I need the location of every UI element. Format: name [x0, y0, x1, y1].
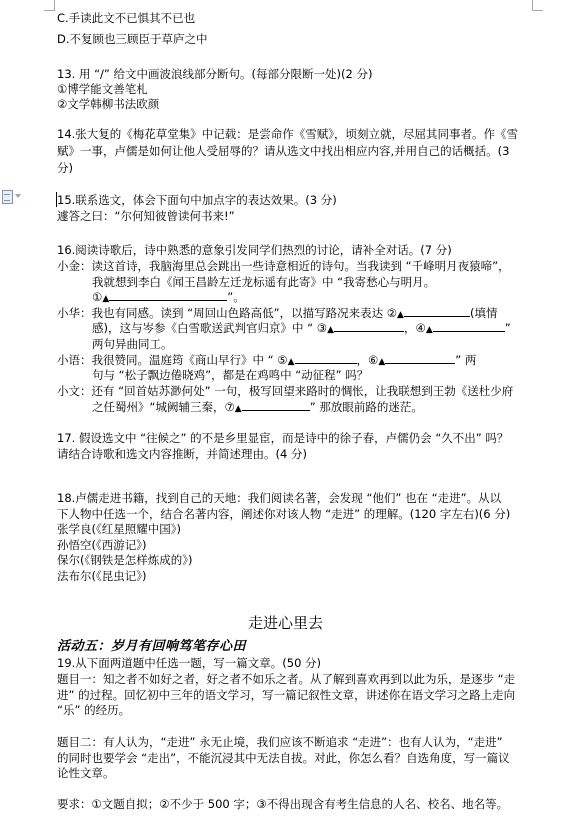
q13-stem: 13. 用 “/” 给文中画波浪线部分断句。(每部分限断一处)(2 分): [57, 67, 373, 81]
q16-line-5: 感)，这与岑参《白雪歌送武判官归京》中 “ ③▲ ，④▲ ”: [92, 321, 511, 335]
q18-line-1: 18.卢儒走进书籍，找到自己的天地：我们阅读名著，会发现 “他们” 也在 “走进”。从以: [57, 491, 502, 505]
section-title: 走进心里去: [247, 614, 323, 632]
q19-topic1-line-3: “乐” 的经历。: [57, 703, 131, 717]
q16-line-10: 之任蜀州》“城阙辅三秦，⑦▲ ” 那放眼前路的迷茫。: [92, 400, 423, 414]
q19-topic1-line-1: 题目一：知之者不如好之者，好之者不如乐之者。从了解到喜欢再到以此为乐，是逐步 “走: [57, 672, 516, 686]
q15-line-1: 15.联系选文，体会下面句中加点字的表达效果。(3 分): [57, 193, 337, 207]
activity-heading: 活动五：岁月有回响笃笔存心田: [57, 639, 247, 654]
document-icon: [2, 190, 13, 204]
q16-line-4: 小华：我也有同感。读到 “周回山色路高低”，以描写路况来表达 ②▲ (填情: [57, 306, 498, 320]
q19-stem: 19.从下面两道题中任选一题，写一篇文章。(50 分): [57, 656, 322, 670]
q14-line-2: 赋》一事，卢儒是如何让他人受屈辱的？请从选文中找出相应内容,并用自己的话概括。(3: [57, 144, 510, 158]
q19-topic2-line-1: 题目二：有人认为，“走进” 永无止境，我们应该不断追求 “走进”：也有人认为，“走进”: [57, 735, 503, 749]
q16-line-6: 两句异曲同工。: [92, 337, 173, 351]
q16-line-8: 句与 “松子飘边倦晓鸡”，都是在鸡鸣中 “动征程” 吗？: [92, 368, 369, 382]
crop-mark-left: [44, 0, 55, 11]
q16-line-7: 小语：我很赞同。温庭筠《商山早行》中 “ ⑤▲ ，⑥▲ ” 两: [57, 353, 477, 367]
q16-line-1: 小金：读这首诗，我脑海里总会跳出一些诗意相近的诗句。当我读到 “千峰明月夜猿啼”，: [57, 259, 510, 273]
q18-line-2: 下人物中任选一个，结合名著内容，阐述你对该人物 “走进” 的理解。(120 字左右)(6 分): [57, 507, 511, 521]
q15-line-2: 遽答之曰：“尔何知彼曾读何书来!”: [57, 209, 235, 223]
q14-line-3: 分): [57, 161, 73, 175]
q18-item: 法布尔(《昆虫记》): [57, 569, 147, 583]
crop-mark-right: [532, 0, 543, 11]
paste-options-icon[interactable]: [0, 190, 22, 206]
dropdown-arrow-icon: [15, 194, 21, 198]
q13-item-2: ②文学韩柳书法欧颜: [57, 97, 160, 111]
q16-line-3: ①▲ ”。: [92, 290, 245, 304]
q19-topic1-line-2: 进” 的过程。回忆初中三年的语文学习，写一篇记叙性文章，讲述你在语文学习之路上走向: [57, 688, 516, 702]
q16-stem: 16.阅读诗歌后，诗中熟悉的意象引发同学们热烈的讨论，请补全对话。(7 分): [57, 243, 452, 257]
q16-line-2: 我就想到李白《闻王昌龄左迁龙标遥有此寄》中 “我寄愁心与明月。: [92, 275, 436, 289]
q12-option-d: D.不复顾也三顾臣于草庐之中: [57, 32, 208, 46]
q19-topic2-line-2: 的同时也要学会 “走出”，不能沉浸其中无法自拔。对此，你怎么看？自选角度，写一篇议: [57, 751, 510, 765]
q17-line-1: 17. 假设选文中 “往候之” 的不是乡里显宦，而是诗中的徐子春，卢儒仍会 “久不出” 吗？: [57, 431, 509, 445]
q13-item-1: ①博学能文善笔札: [57, 82, 148, 96]
q17-line-2: 请结合诗歌和选文内容推断，并简述理由。(4 分): [57, 447, 307, 461]
q18-item: 孙悟空(《西游记》): [57, 538, 147, 552]
q18-item: 张学良(《红星照耀中国》): [57, 522, 181, 536]
q18-item: 保尔(《钢铁是怎样炼成的》): [57, 553, 193, 567]
q14-line-1: 14.张大复的《梅花草堂集》中记载：是尝命作《雪赋》，顷刻立就，尽屈其同事者。作《雪: [57, 127, 519, 141]
q19-topic2-line-3: 论性文章。: [57, 766, 115, 780]
q16-line-9: 小文：还有 “回首姑苏渺何处” 一句，极写回望来路时的惆怅，让我联想到王勃《送杜少府: [57, 384, 514, 398]
q19-requirements: 要求：①文题自拟；②不少于 500 字；③不得出现含有考生信息的人名、校名、地名等。: [57, 797, 509, 811]
q12-option-c: C.手读此文不已惧其不已也: [57, 11, 196, 25]
